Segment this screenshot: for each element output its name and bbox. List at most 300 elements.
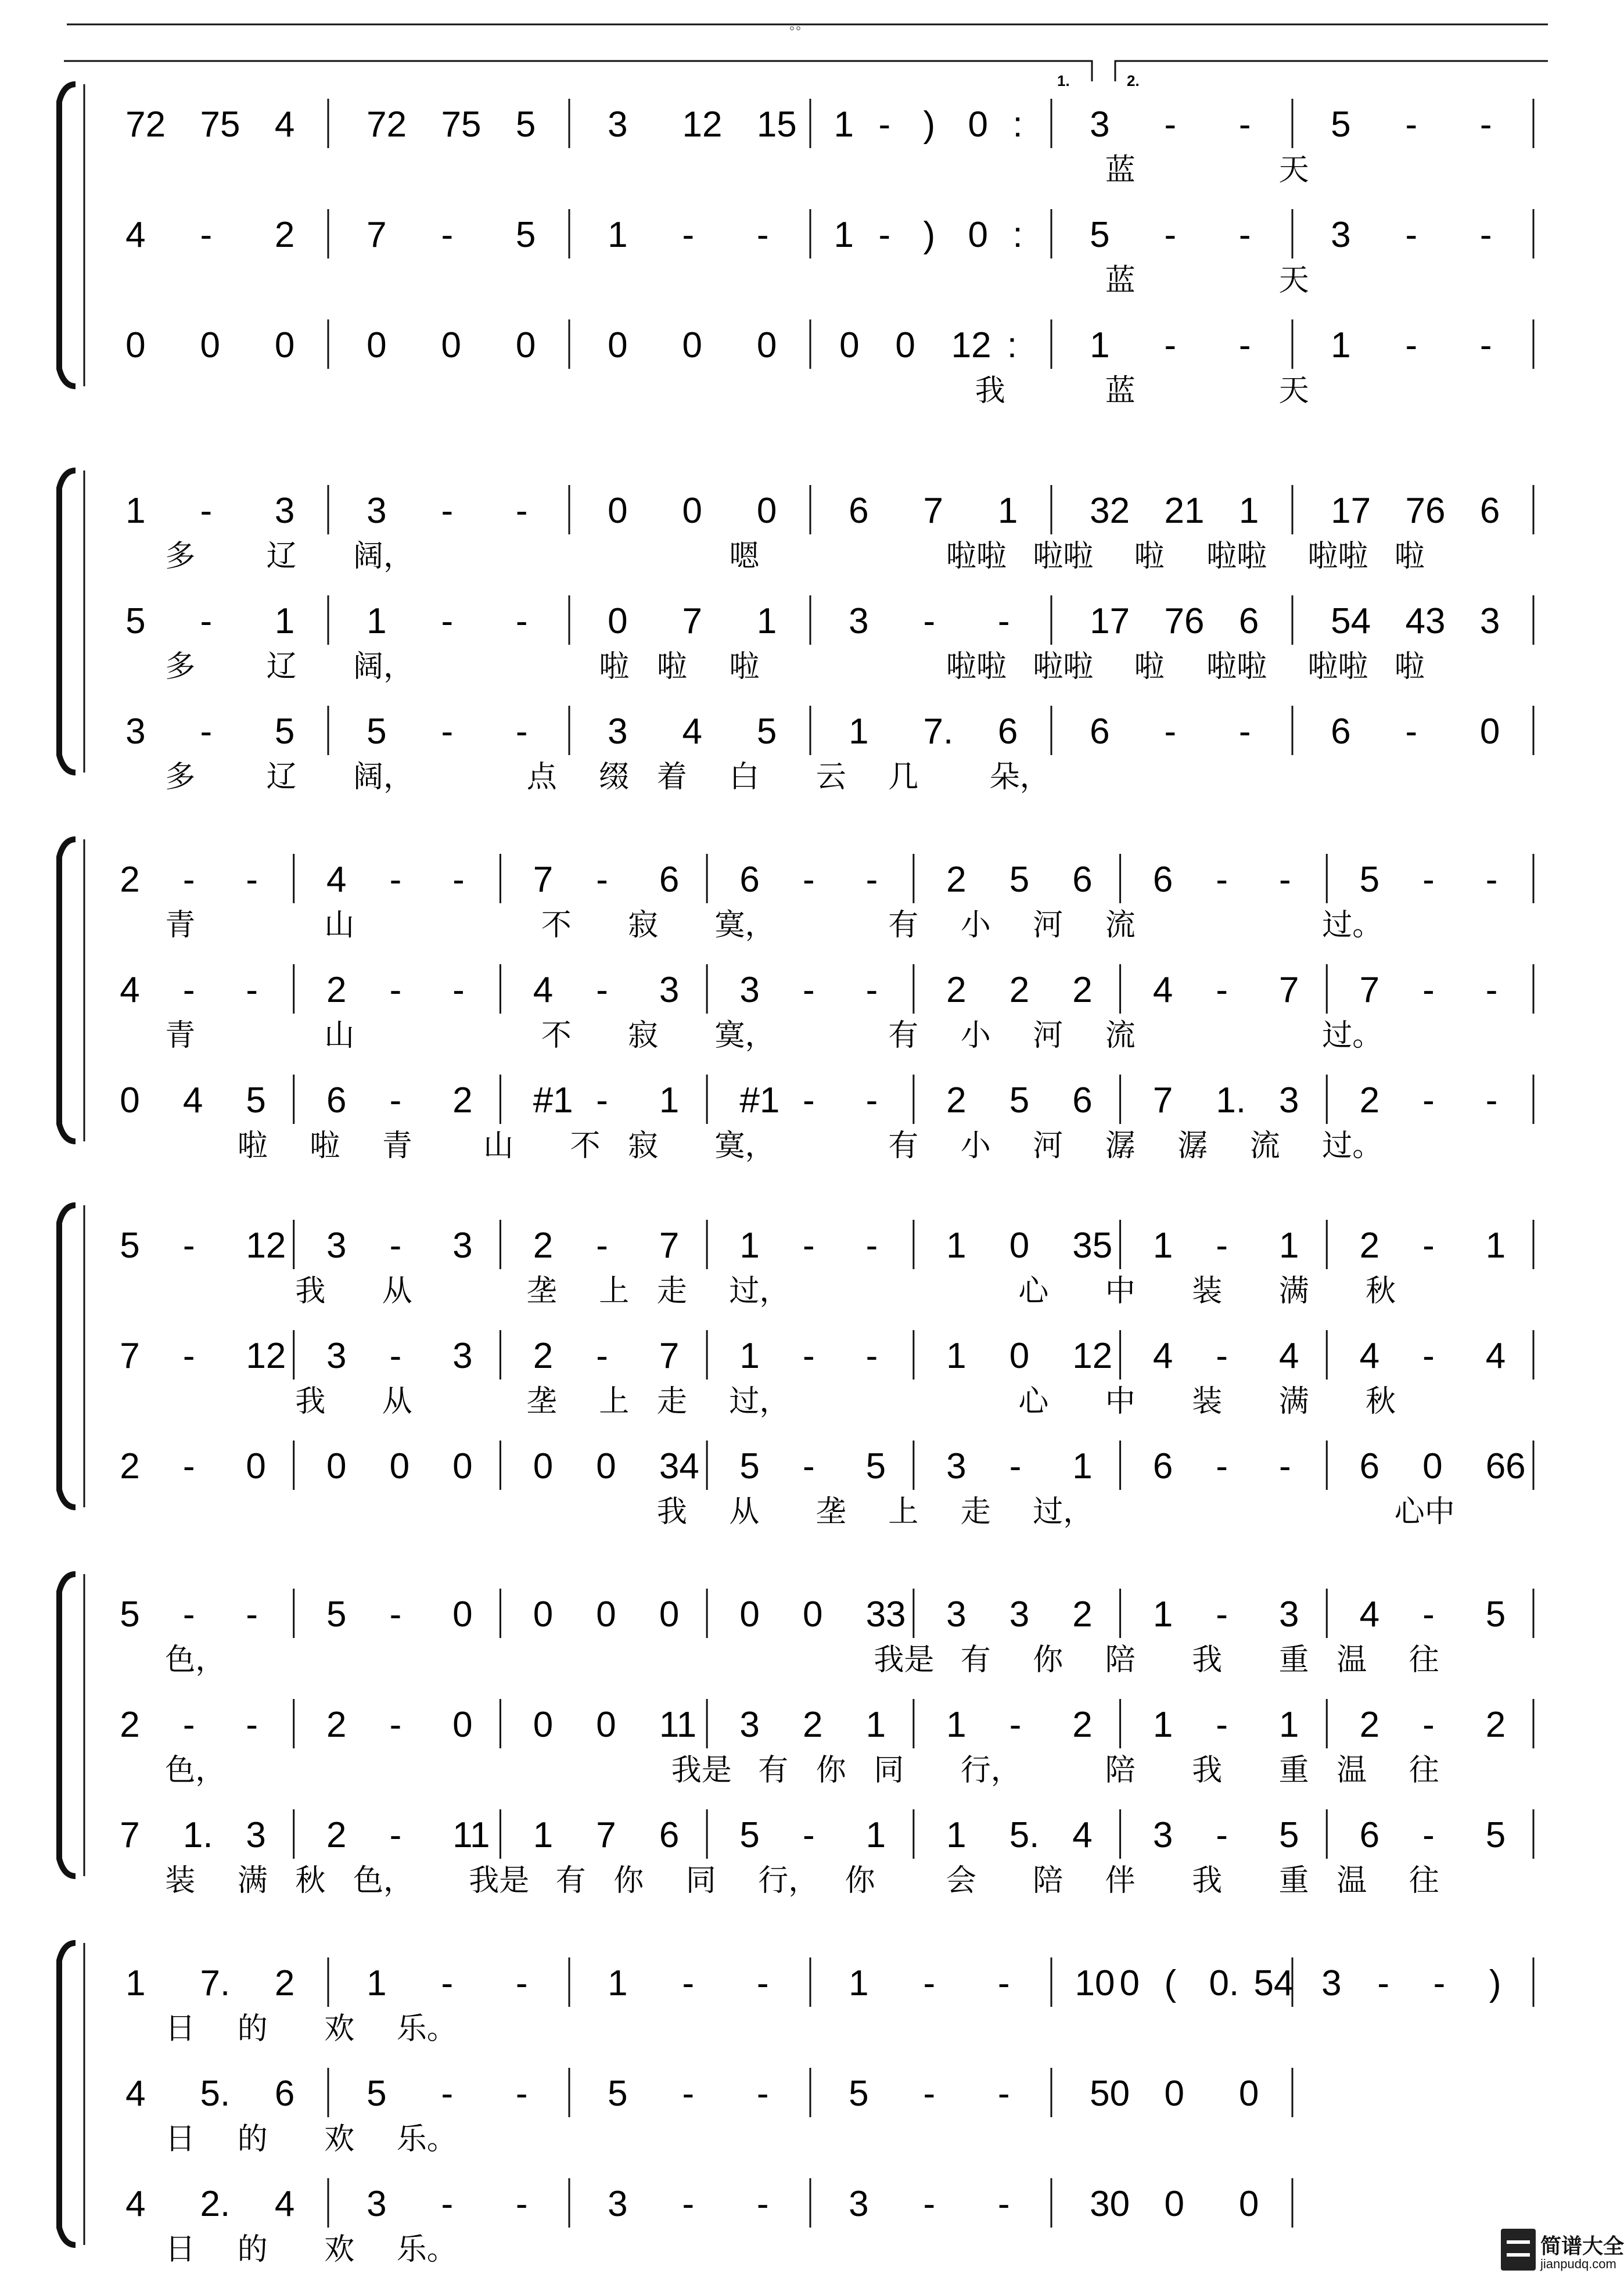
lyric: 河 [1033, 1018, 1063, 1053]
lyric: 装 [165, 1863, 196, 1898]
note: 6 [274, 2074, 295, 2114]
header-mark: 。。 [789, 17, 809, 32]
note: 5 [1485, 1815, 1506, 1855]
note: - [1216, 1594, 1228, 1635]
note: 7 [659, 1226, 680, 1266]
note: 7. [923, 712, 954, 752]
lyric: 小 [960, 1129, 991, 1163]
lyric: 有 [960, 1643, 991, 1677]
lyric: 满 [1278, 1384, 1309, 1419]
note: ) [923, 215, 936, 255]
note: 1 [946, 1705, 967, 1745]
lyric: 日 [165, 2122, 196, 2157]
lyric: 啦啦 [1307, 649, 1368, 684]
note: 2 [274, 1963, 295, 2003]
note: 1. [1216, 1080, 1246, 1120]
lyric: 色， [165, 1753, 226, 1788]
lyric: 的 [237, 2011, 268, 2046]
lyric: 从 [729, 1495, 760, 1529]
note: 21 [1164, 491, 1205, 531]
lyric: 往 [1409, 1643, 1439, 1677]
note: - [1216, 1705, 1228, 1745]
note: 7 [1279, 970, 1299, 1010]
piano-logo-icon [1501, 2229, 1536, 2271]
note: - [515, 712, 528, 752]
note: 0 [608, 491, 628, 531]
note: 0 [1009, 1336, 1030, 1376]
note: - [1164, 105, 1177, 145]
note: 0 [1119, 1963, 1140, 2003]
note: 12 [1072, 1336, 1113, 1376]
note: 0 [968, 215, 988, 255]
note: 3 [452, 1336, 473, 1376]
note: 1 [849, 712, 869, 752]
lyric: 上 [599, 1274, 630, 1309]
lyric: 色， [353, 1863, 414, 1898]
note: 4 [274, 105, 295, 145]
note: 5 [246, 1080, 266, 1120]
lyric: 日 [165, 2232, 196, 2267]
note: ) [1489, 1963, 1501, 2003]
lyric: 过。 [1322, 1018, 1383, 1053]
lyric: 缀 [599, 760, 630, 795]
lyric: 多 [165, 760, 196, 795]
volta-2-label: 2. [1127, 72, 1140, 89]
note: - [200, 491, 213, 531]
note: - [515, 491, 528, 531]
note: 3 [659, 970, 680, 1010]
note: 0 [1422, 1446, 1443, 1486]
note: 1 [274, 601, 295, 641]
note: - [452, 970, 465, 1010]
lyric: 中 [1105, 1384, 1136, 1419]
note: 1 [739, 1226, 760, 1266]
note: - [756, 2184, 769, 2224]
note: 0 [895, 325, 915, 365]
note: 1 [1238, 491, 1259, 531]
lyric: 日 [165, 2011, 196, 2046]
lyric: 寞， [714, 1129, 775, 1163]
note: 2 [1072, 1705, 1093, 1745]
lyric: 我是 [469, 1863, 530, 1898]
note: 3 [946, 1446, 967, 1486]
note: - [803, 1446, 815, 1486]
volta-2-bracket [1115, 61, 1548, 81]
lyric: 朵， [989, 760, 1050, 795]
note: 2 [533, 1336, 554, 1376]
note: 0 [452, 1446, 473, 1486]
note: 3 [367, 491, 387, 531]
lyric: 秋 [1366, 1384, 1396, 1419]
note: - [1279, 1446, 1291, 1486]
note: - [1164, 325, 1177, 365]
note: 0 [968, 105, 988, 145]
note: 5 [756, 712, 777, 752]
lyric: 行， [758, 1863, 819, 1898]
lyric: 流 [1249, 1129, 1280, 1163]
note: - [246, 1705, 258, 1745]
note: 7 [120, 1336, 140, 1376]
note: - [182, 1226, 195, 1266]
lyric: 蓝 [1105, 153, 1136, 188]
part-1 [125, 485, 1533, 574]
note: - [182, 860, 195, 900]
system-4 [59, 1205, 1533, 1529]
note: - [1164, 215, 1177, 255]
note: 1 [739, 1336, 760, 1376]
lyric: 辽 [266, 760, 297, 795]
lyric: 山 [324, 908, 355, 943]
lyric: 温 [1336, 1643, 1367, 1677]
note: - [1009, 1705, 1022, 1745]
note: - [1216, 860, 1228, 900]
note: - [596, 1336, 608, 1376]
note: 0 [120, 1080, 140, 1120]
lyric: 不 [541, 908, 572, 943]
note: 0 [389, 1446, 410, 1486]
note: 0 [441, 325, 461, 365]
note: - [1422, 1705, 1435, 1745]
note: - [865, 1226, 878, 1266]
note: 0 [682, 491, 702, 531]
note: 3 [1090, 105, 1110, 145]
note: 34 [659, 1446, 699, 1486]
lyric: 你 [815, 1753, 846, 1788]
lyric: 嗯 [729, 539, 760, 574]
note: - [1238, 325, 1251, 365]
note: - [865, 970, 878, 1010]
lyric: 我 [656, 1495, 687, 1529]
note: 5 [1009, 860, 1030, 900]
note: 4 [182, 1080, 203, 1120]
system-bracket [59, 1943, 76, 2245]
note: 3 [946, 1594, 967, 1635]
note: - [923, 2184, 936, 2224]
note: 0. [1209, 1963, 1239, 2003]
note: - [1422, 1815, 1435, 1855]
note: 0 [452, 1594, 473, 1635]
lyric: 山 [483, 1129, 514, 1163]
note: 5 [1279, 1815, 1299, 1855]
part-2 [125, 209, 1533, 298]
note: 2 [803, 1705, 823, 1745]
note: 50 [1090, 2074, 1130, 2114]
note: 4 [1152, 1336, 1173, 1376]
lyric: 啦啦 [1206, 649, 1267, 684]
lyric: 寞， [714, 908, 775, 943]
lyric: 潺 [1105, 1129, 1136, 1163]
note: 7 [596, 1815, 616, 1855]
note: - [803, 970, 815, 1010]
note: 5 [367, 2074, 387, 2114]
note: : [1007, 325, 1018, 365]
note: 3 [1279, 1080, 1299, 1120]
note: : [1012, 105, 1023, 145]
note: 2 [1359, 1080, 1380, 1120]
note: - [441, 2074, 454, 2114]
note: - [182, 1705, 195, 1745]
note: - [878, 105, 891, 145]
note: 3 [1279, 1594, 1299, 1635]
note: - [923, 2074, 936, 2114]
note: 0 [596, 1446, 616, 1486]
lyric: 小 [960, 1018, 991, 1053]
note: 0 [200, 325, 220, 365]
lyric: 会 [946, 1863, 976, 1898]
note: - [1422, 1226, 1435, 1266]
system-bracket [59, 470, 76, 773]
note: 0 [739, 1594, 760, 1635]
note: 6 [849, 491, 869, 531]
part-3 [120, 1075, 1533, 1163]
lyric: 寂 [628, 1018, 659, 1053]
note: 12 [246, 1226, 286, 1266]
note: - [1164, 712, 1177, 752]
note: 4 [326, 860, 347, 900]
lyric: 陪 [1105, 1753, 1136, 1788]
note: - [997, 1963, 1010, 2003]
note: 6 [997, 712, 1018, 752]
note: 54 [1331, 601, 1371, 641]
part-2 [125, 2068, 1292, 2157]
lyric: 温 [1336, 1753, 1367, 1788]
note: #1 [739, 1080, 780, 1120]
note: 6 [1072, 860, 1093, 900]
note: 5 [120, 1226, 140, 1266]
note: 5 [849, 2074, 869, 2114]
note: - [389, 1815, 402, 1855]
note: 3 [367, 2184, 387, 2224]
lyric: 啦啦 [946, 539, 1007, 574]
note: - [878, 215, 891, 255]
note: 15 [756, 105, 797, 145]
lyric: 啦 [1394, 539, 1425, 574]
note: - [441, 2184, 454, 2224]
note: 3 [608, 105, 628, 145]
note: 5 [1359, 860, 1380, 900]
note: 76 [1405, 491, 1446, 531]
system-bracket [59, 1205, 76, 1507]
note: 12 [682, 105, 723, 145]
note: 0 [533, 1705, 554, 1745]
note: 7 [367, 215, 387, 255]
note: 0 [756, 491, 777, 531]
note: 0 [1164, 2074, 1184, 2114]
note: 4 [533, 970, 554, 1010]
note: - [682, 215, 695, 255]
note: 2 [120, 1705, 140, 1745]
lyric: 蓝 [1105, 263, 1136, 298]
note: 2 [326, 970, 347, 1010]
lyric: 秋 [295, 1863, 326, 1898]
note: 4 [125, 215, 146, 255]
note: - [1216, 1815, 1228, 1855]
note: 3 [608, 2184, 628, 2224]
note: 3 [1152, 1815, 1173, 1855]
lyric: 有 [758, 1753, 789, 1788]
note: - [515, 2184, 528, 2224]
part-1 [120, 1220, 1533, 1309]
note: 0 [326, 1446, 347, 1486]
note: 33 [865, 1594, 906, 1635]
note: - [1238, 105, 1251, 145]
lyric: 青 [165, 1018, 196, 1053]
lyric: 上 [888, 1495, 919, 1529]
note: 6 [739, 860, 760, 900]
part-3 [125, 2178, 1292, 2267]
lyric: 天 [1278, 153, 1309, 188]
lyric: 天 [1278, 263, 1309, 298]
note: - [389, 1336, 402, 1376]
lyric: 辽 [266, 649, 297, 684]
watermark [1501, 2229, 1624, 2274]
note: 5 [367, 712, 387, 752]
note: 3 [326, 1336, 347, 1376]
note: - [682, 2184, 695, 2224]
lyric: 寂 [628, 1129, 659, 1163]
lyric: 重 [1278, 1863, 1309, 1898]
note: - [246, 970, 258, 1010]
lyric: 啦 [310, 1129, 340, 1163]
note: 0 [515, 325, 536, 365]
note: 11 [452, 1815, 490, 1855]
lyric: 寞， [714, 1018, 775, 1053]
note: 3 [608, 712, 628, 752]
note: 1 [756, 601, 777, 641]
note: - [997, 601, 1010, 641]
note: 2 [1359, 1705, 1380, 1745]
note: 4 [1072, 1815, 1093, 1855]
note: 7 [659, 1336, 680, 1376]
system-2 [59, 470, 1533, 795]
note: 0 [682, 325, 702, 365]
note: 4 [1359, 1594, 1380, 1635]
lyric: 潺 [1177, 1129, 1208, 1163]
note: - [452, 860, 465, 900]
note: - [182, 1446, 195, 1486]
part-3 [125, 706, 1533, 795]
lyric: 我 [1192, 1643, 1223, 1677]
note: 3 [125, 712, 146, 752]
system-bracket [59, 1574, 76, 1876]
lyric: 我是 [671, 1753, 732, 1788]
note: 3 [1479, 601, 1500, 641]
note: 4 [274, 2184, 295, 2224]
note: 5 [1331, 105, 1351, 145]
note: - [756, 1963, 769, 2003]
lyric: 你 [613, 1863, 644, 1898]
note: 6 [1238, 601, 1259, 641]
lyric: 垄 [526, 1274, 557, 1309]
note: 4 [125, 2074, 146, 2114]
note: - [200, 712, 213, 752]
note: 0 [1479, 712, 1500, 752]
note: 4 [1279, 1336, 1299, 1376]
note: - [803, 1336, 815, 1376]
note: 3 [1321, 1963, 1342, 2003]
part-3 [120, 1809, 1533, 1898]
part-2 [120, 1330, 1533, 1419]
note: - [1279, 860, 1291, 900]
note: 6 [1479, 491, 1500, 531]
note: 5 [608, 2074, 628, 2114]
lyric: 多 [165, 539, 196, 574]
lyric: 乐。 [396, 2232, 457, 2267]
note: 2 [946, 970, 967, 1010]
note: - [865, 860, 878, 900]
lyric: 啦 [1134, 649, 1165, 684]
lyric: 你 [845, 1863, 875, 1898]
note: 35 [1072, 1226, 1113, 1266]
system-bracket [59, 84, 76, 386]
note: - [756, 2074, 769, 2114]
note: 0 [1164, 2184, 1184, 2224]
note: 5 [739, 1815, 760, 1855]
note: 10 [1075, 1963, 1115, 2003]
lyric: 走 [960, 1495, 991, 1529]
note: ( [1164, 1963, 1177, 2003]
watermark-brand: 简谱大全 [1540, 2234, 1624, 2258]
note: 1 [1152, 1226, 1173, 1266]
note: - [756, 215, 769, 255]
note: - [1479, 325, 1492, 365]
note: 1 [367, 601, 387, 641]
lyric: 我 [295, 1384, 326, 1419]
note: 4 [1152, 970, 1173, 1010]
note: 0 [756, 325, 777, 365]
lyric: 陪 [1105, 1643, 1136, 1677]
lyric: 我 [975, 373, 1005, 408]
note: - [1377, 1963, 1390, 2003]
lyric: 河 [1033, 1129, 1063, 1163]
note: 17 [1090, 601, 1130, 641]
lyric: 中 [1105, 1274, 1136, 1309]
lyric: 阔， [353, 539, 414, 574]
note: 0 [803, 1594, 823, 1635]
note: 1 [659, 1080, 680, 1120]
lyric: 过。 [1322, 1129, 1383, 1163]
note: - [596, 860, 608, 900]
note: ) [923, 105, 936, 145]
note: - [596, 1080, 608, 1120]
note: 7. [200, 1963, 231, 2003]
note: 1 [1279, 1226, 1299, 1266]
note: 7 [1152, 1080, 1173, 1120]
lyric: 流 [1105, 908, 1136, 943]
note: - [1422, 970, 1435, 1010]
lyric: 心 [1018, 1274, 1049, 1309]
lyric: 阔， [353, 760, 414, 795]
note: 1 [833, 105, 854, 145]
system-5 [59, 1574, 1533, 1898]
note: 1 [125, 491, 146, 531]
lyric: 山 [324, 1018, 355, 1053]
note: 3 [326, 1226, 347, 1266]
lyric: 几 [888, 760, 919, 795]
note: 12 [246, 1336, 286, 1376]
lyric: 心 [1018, 1384, 1049, 1419]
note: 5 [1485, 1594, 1506, 1635]
note: 5 [274, 712, 295, 752]
lyric: 云 [815, 760, 846, 795]
lyric: 我 [1192, 1863, 1223, 1898]
note: 4 [125, 2184, 146, 2224]
lyric: 我 [295, 1274, 326, 1309]
note: 43 [1405, 601, 1446, 641]
note: 1 [997, 491, 1018, 531]
note: 1 [1152, 1594, 1173, 1635]
lyric: 过。 [1322, 908, 1383, 943]
